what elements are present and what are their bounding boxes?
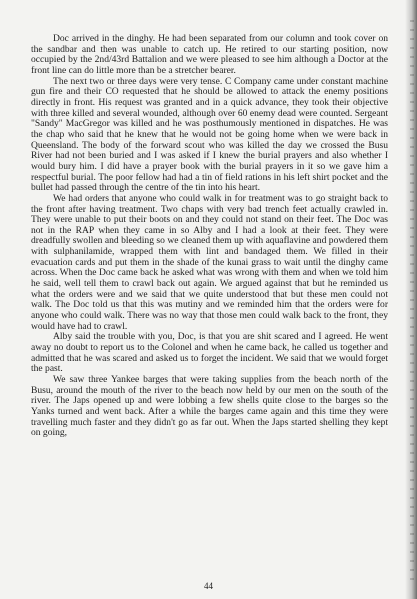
paragraph-alby: Alby said the trouble with you, Doc, is that you are shit scared and I agreed. He went away no doubt to report us to the Colonel and when he came back, he called us together and admitted that he was scared and asked us to forget the incident. We said that we would forget the past. xyxy=(31,331,388,375)
paragraph-tense-days: The next two or three days were very tense. C Company came under constant machine gun fire and their CO requested that he should be allowed to attack the enemy positions directly in front. His request was granted and in a quick advance, they took their objective with three killed and several wounded, although over 60 enemy dead were counted. Sergeant "Sandy" MacGregor was killed and he was posthumously mentioned in dispatches. He was the chap who said that he knew that he would not be going home when we were back in Queensland. The body of the forward scout who was killed the day we crossed the Busu River had not been buried and I was asked if I knew the burial prayers and also whether I would bury him. I did have a prayer book with the burial prayers in it so we gave him a respectful burial. The poor fellow had had a tin of field rations in his left shirt pocket and the bullet had passed through the centre of the tin into his heart. xyxy=(31,75,388,194)
paragraph-doc-arrived: Doc arrived in the dinghy. He had been separated from our column and took cover on the sandbar and then was unable to catch up. He retired to our starting position, now occupied by the 2nd/43rd Battalion and we were pleased to see him although a Doctor at the front line can do little more than be a stretcher bearer. xyxy=(31,33,388,76)
body-text xyxy=(31,34,388,439)
binding-edge-marks xyxy=(410,20,414,580)
paragraph-yankee-barges: We saw three Yankee barges that were taking supplies from the beach north of the Busu, around the mouth of the river to the beach now held by our men on the south of the river. The Japs opened up and were lobbing a few shells quite close to the barges so the Yanks turned and went back. After a while the barges came again and this time they were travelling much faster and they didn't go as far out. When the Japs started shelling they kept on going, xyxy=(31,374,388,439)
paragraph-orders-trench-feet: We had orders that anyone who could walk in for treatment was to go straight back to the front after having treatment. Two chaps with very bad trench feet actually crawled in. They were unable to put their boots on and they could not stand on their feet. The Doc was not in the RAP when they came in so Alby and I had a look at their feet. They were dreadfully swollen and bleeding so we cleaned them up with aquaflavine and powdered them with sulphanilamide, wrapped them with lint and bandaged them. We filled in their evacuation cards and put them in the shade of the kunai grass to wait until the dinghy came across. When the Doc came back he asked what was wrong with them and when we told him he said, well tell them to crawl back out again. We argued against that but he reminded us what the orders were and we said that we quite understood that but these men could not walk. The Doc told us that this was mutiny and we reminded him that the orders were for anyone who could walk. There was no way that those men could walk back to the front, they would have had to crawl. xyxy=(31,192,388,332)
page-number: 44 xyxy=(204,581,213,591)
